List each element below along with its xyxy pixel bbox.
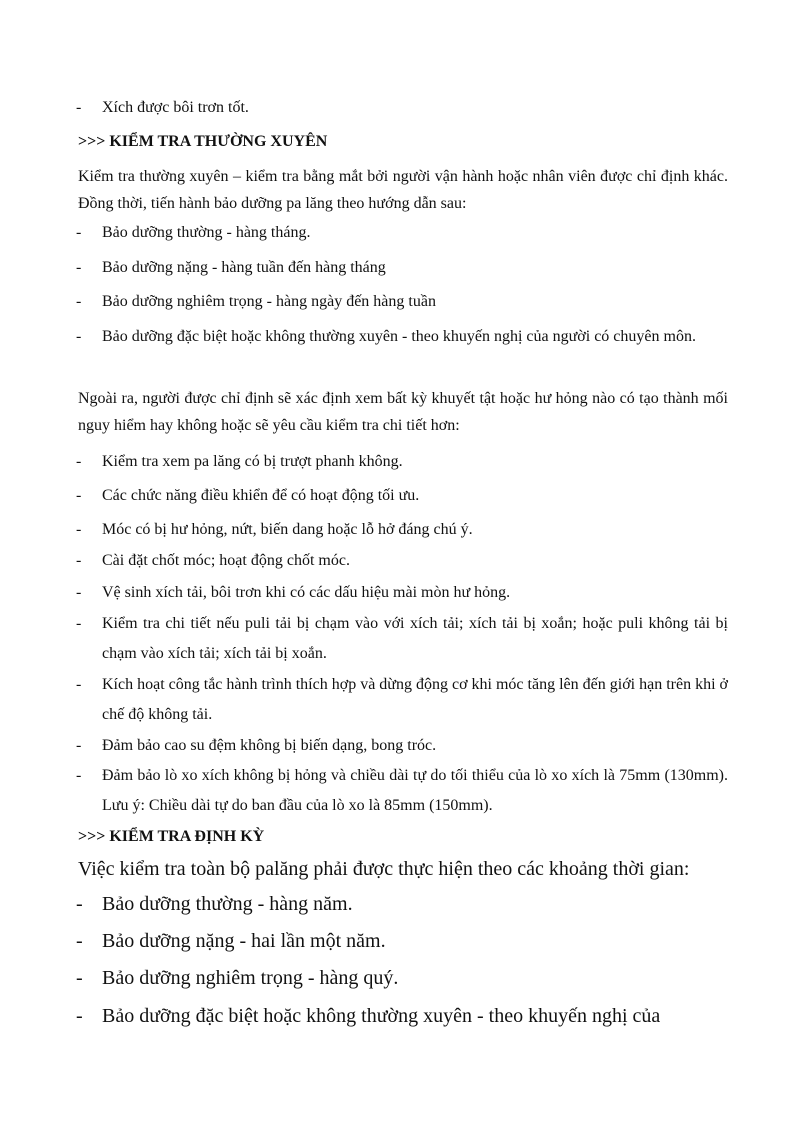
list-item-text: Vệ sinh xích tải, bôi trơn khi có các dấu hiệu mài mòn hư hỏng. bbox=[102, 584, 511, 601]
list-item-text: Đảm bảo cao su đệm không bị biến dạng, bong tróc. bbox=[102, 737, 437, 754]
bullet-dash: - bbox=[76, 99, 82, 116]
bullet-dash: - bbox=[76, 552, 82, 569]
bullet-dash: - bbox=[76, 453, 82, 470]
list-item-text: Bảo dưỡng nặng - hàng tuần đến hàng tháng bbox=[102, 259, 386, 276]
bullet-dash: - bbox=[76, 767, 82, 784]
list-item bbox=[78, 218, 728, 248]
bullet-dash: - bbox=[76, 676, 82, 693]
list-item bbox=[78, 609, 728, 669]
list-item bbox=[78, 670, 728, 730]
list-item-text: Bảo dưỡng nghiêm trọng - hàng ngày đến hàng tuần bbox=[102, 293, 436, 310]
list-item bbox=[78, 578, 728, 608]
bullet-dash: - bbox=[76, 328, 82, 345]
list-item bbox=[78, 925, 728, 958]
list-item bbox=[78, 481, 728, 511]
bullet-dash: - bbox=[76, 259, 82, 276]
list-item bbox=[78, 888, 728, 921]
list-item-text: Kiểm tra xem pa lăng có bị trượt phanh không. bbox=[102, 453, 403, 470]
list-item bbox=[78, 447, 728, 477]
section1-intro2: Ngoài ra, người được chỉ định sẽ xác định xem bất kỳ khuyết tật hoặc hư hỏng nào có tạo thành mối nguy hiểm hay không hoặc sẽ yêu cầu kiểm tra chi tiết hơn: bbox=[78, 390, 728, 434]
list-item-text: Bảo dưỡng đặc biệt hoặc không thường xuyên - theo khuyến nghị của người có chuyên môn. bbox=[102, 328, 696, 345]
section-heading-regular-inspection: >>> KIỂM TRA THƯỜNG XUYÊN bbox=[78, 133, 328, 150]
list-item bbox=[78, 322, 728, 352]
list-item bbox=[78, 287, 728, 317]
list-item-text: Bảo dưỡng đặc biệt hoặc không thường xuyên - theo khuyến nghị của bbox=[102, 1005, 661, 1027]
bullet-dash: - bbox=[76, 1005, 83, 1027]
section1-intro: Kiểm tra thường xuyên – kiểm tra bằng mắt bởi người vận hành hoặc nhân viên được chỉ định khác. Đồng thời, tiến hành bảo dưỡng pa lăng theo hướng dẫn sau: bbox=[78, 168, 728, 212]
bullet-dash: - bbox=[76, 615, 82, 632]
list-item bbox=[78, 546, 728, 576]
bullet-dash: - bbox=[76, 487, 82, 504]
bullet-dash: - bbox=[76, 584, 82, 601]
list-item-text: Móc có bị hư hỏng, nứt, biến dang hoặc lỗ hở đáng chú ý. bbox=[102, 521, 473, 538]
list-item-text: Đảm bảo lò xo xích không bị hỏng và chiều dài tự do tối thiểu của lò xo xích là 75mm (130mm). Lưu ý: Chiều dài tự do ban đầu của lò xo là 85mm (150mm). bbox=[102, 767, 728, 814]
list-item-text: Bảo dưỡng thường - hàng năm. bbox=[102, 893, 353, 915]
list-item-text: Các chức năng điều khiển để có hoạt động tối ưu. bbox=[102, 487, 420, 504]
bullet-dash: - bbox=[76, 224, 82, 241]
bullet-dash: - bbox=[76, 967, 83, 989]
bullet-dash: - bbox=[76, 737, 82, 754]
bullet-dash: - bbox=[76, 930, 83, 952]
bullet-dash: - bbox=[76, 521, 82, 538]
list-item-text: Bảo dưỡng thường - hàng tháng. bbox=[102, 224, 311, 241]
list-item bbox=[78, 1000, 728, 1033]
list-item-text: Bảo dưỡng nặng - hai lần một năm. bbox=[102, 930, 386, 952]
list-item bbox=[78, 93, 728, 123]
list-item-text: Cài đặt chốt móc; hoạt động chốt móc. bbox=[102, 552, 350, 569]
section-heading-periodic-inspection: >>> KIỂM TRA ĐỊNH KỲ bbox=[78, 828, 265, 845]
section2-intro: Việc kiểm tra toàn bộ palăng phải được thực hiện theo các khoảng thời gian: bbox=[78, 858, 690, 880]
list-item bbox=[78, 253, 728, 283]
list-item bbox=[78, 731, 728, 761]
bullet-dash: - bbox=[76, 293, 82, 310]
list-item bbox=[78, 962, 728, 995]
bullet-dash: - bbox=[76, 893, 83, 915]
list-item-text: Xích được bôi trơn tốt. bbox=[102, 99, 249, 116]
list-item-text: Kiểm tra chi tiết nếu puli tải bị chạm vào với xích tải; xích tải bị xoắn; hoặc puli không tải bị chạm vào xích tải; xích tải bị xoắn. bbox=[102, 615, 728, 662]
list-item bbox=[78, 515, 728, 545]
list-item-text: Bảo dưỡng nghiêm trọng - hàng quý. bbox=[102, 967, 399, 989]
list-item-text: Kích hoạt công tắc hành trình thích hợp và dừng động cơ khi móc tăng lên đến giới hạn trên khi ở chế độ không tải. bbox=[102, 676, 728, 723]
list-item bbox=[78, 761, 728, 821]
